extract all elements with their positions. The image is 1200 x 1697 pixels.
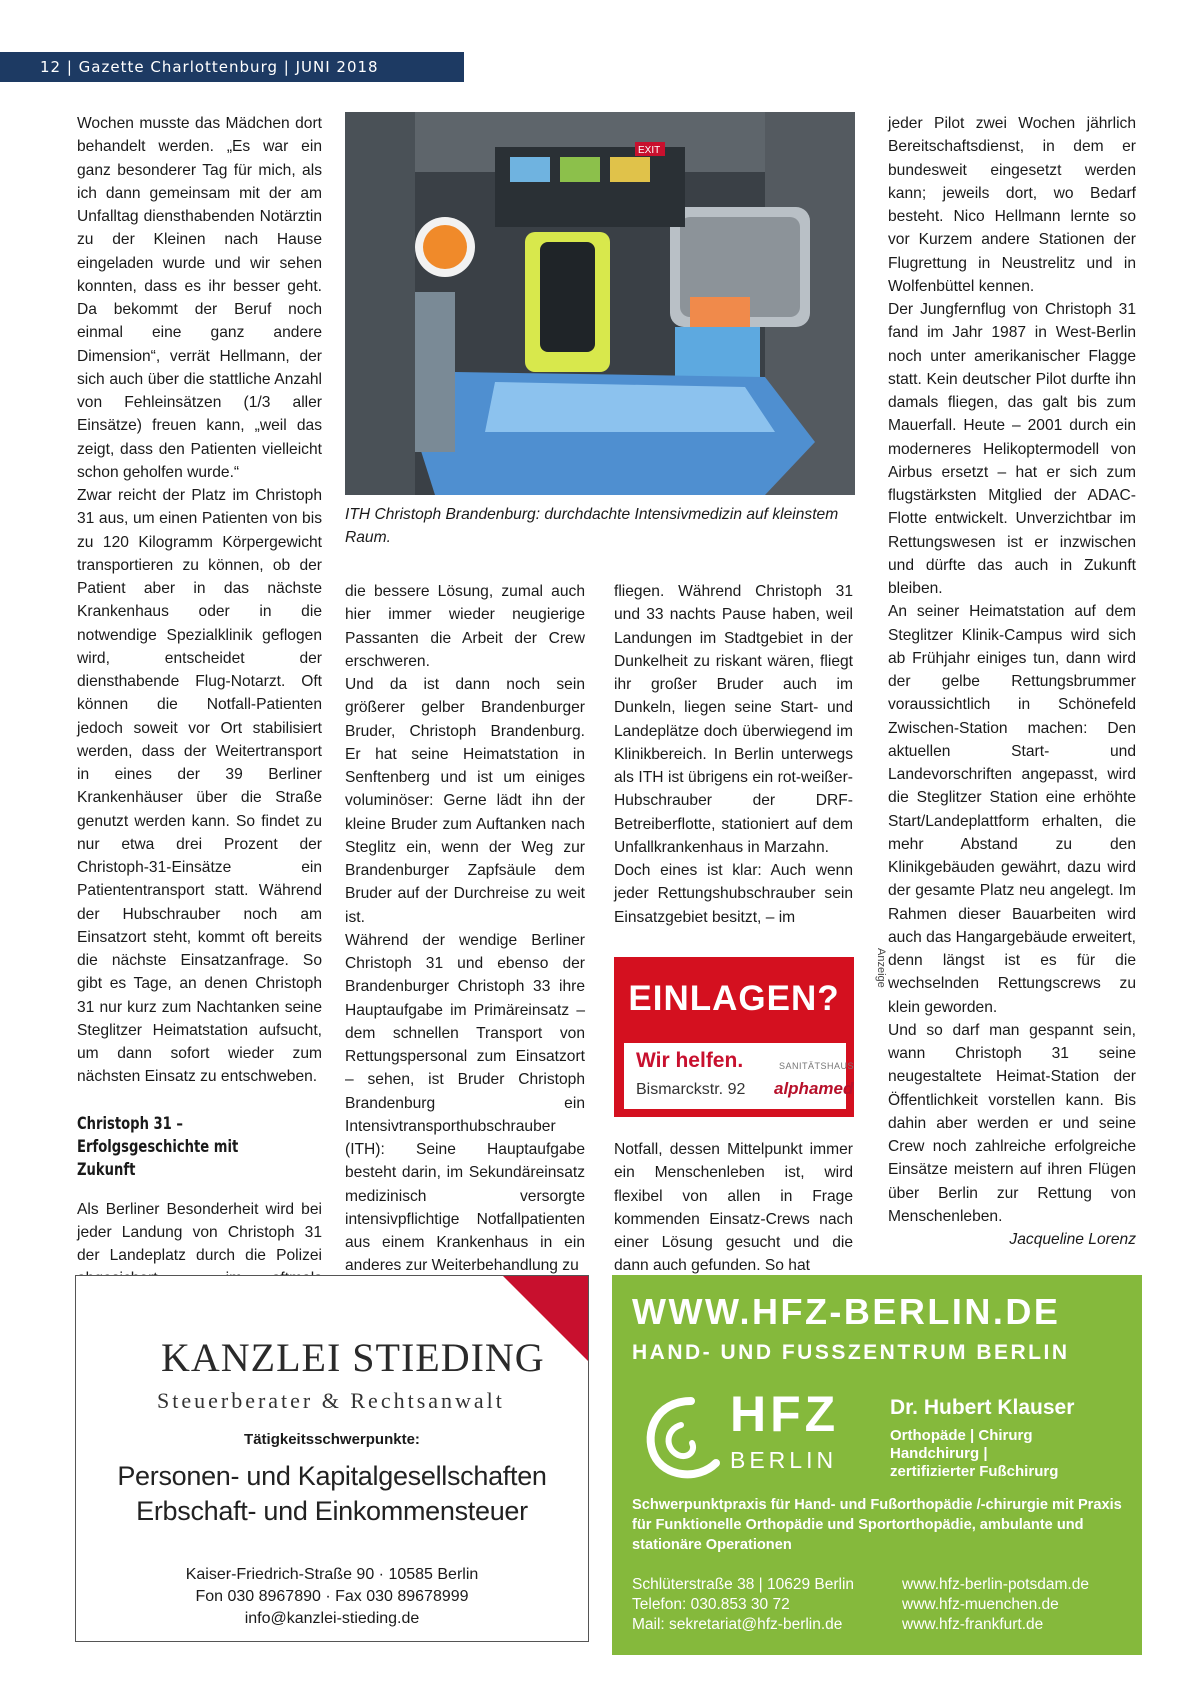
hfz-logo-text: HFZ xyxy=(730,1386,840,1442)
article-column-1 xyxy=(77,112,322,1314)
paragraph: fliegen. Während Christoph 31 und 33 nachts Pause haben, weil Landungen im Stadtgebiet in der Dunkelheit zu riskant wären, fliegt ihr großer Bruder auch im Dunkeln, liegen seine Start- und Landeplätze doch überwiegend im Klinikbereich. In Berlin unterwegs als ITH ist übrigens ein rot-weißer-Hubschrauber der DRF-Betreiberflotte, stationiert auf dem Unfallkrankenhaus in Marzahn. xyxy=(614,583,853,856)
article-author: Jacqueline Lorenz xyxy=(1009,1231,1136,1248)
article-column-3 xyxy=(614,580,853,929)
firm-subtitle: Steuerberater & Rechtsanwalt xyxy=(157,1388,505,1413)
hfz-tagline: HAND- UND FUSSZENTRUM BERLIN xyxy=(632,1341,1070,1364)
hfz-website[interactable]: WWW.HFZ-BERLIN.DE xyxy=(632,1291,1061,1332)
paragraph: Doch eines ist klar: Auch wenn jeder Rettungshubschrauber sein Einsatzgebiet besitzt, – im xyxy=(614,862,853,926)
firm-email[interactable]: info@kanzlei-stieding.de xyxy=(244,1610,420,1627)
paragraph: Wochen musste das Mädchen dort behandelt werden. „Es war ein ganz besonderer Tag für mich, als ich dann gemeinsam mit der am Unfalltag diensthabenden Notärztin zu der Kleinen nach Hause eingeladen wurde und wir sehen konnten, dass es ihr besser geht. Da bekommt der Beruf noch einmal eine ganz andere Dimension“, verrät Hellmann, der sich auch über die stattliche Anzahl von Fehleinsätzen (1/3 aller Einsätze) freuen kann, „weil das zeigt, dass den Patienten vielleicht schon geholfen wurde.“ xyxy=(77,115,322,481)
doctor-specialties xyxy=(890,1427,1058,1481)
firm-contact xyxy=(76,1564,588,1630)
praxis-description: Schwerpunktpraxis für Hand- und Fußorthopädie /-chirurgie mit Praxis für Funktionelle Orthopädie und Sportorthopädie, ambulante und stationäre Operationen xyxy=(632,1497,1122,1553)
ad-marker: Anzeige xyxy=(875,948,887,988)
ad-slogan: Wir helfen. xyxy=(636,1049,744,1072)
paragraph: Und so darf man gespannt sein, wann Christoph 31 seine neugestaltete Heimat-Station der Öffentlichkeit vorstellen kann. Bis dahin aber werden er und seine Crew noch zahlreiche erfolgreiche Einsätze meistern auf ihren Flügen über Berlin zur Rettung von Menschenleben. xyxy=(888,1021,1136,1225)
einlagen-advertisement[interactable] xyxy=(614,957,854,1117)
focus-area-2: Erbschaft- und Einkommensteuer xyxy=(136,1496,528,1526)
article-column-3-continued xyxy=(614,1138,853,1278)
hfz-contact xyxy=(632,1575,854,1635)
ad-headline: EINLAGEN? xyxy=(628,979,840,1018)
hfz-logo-city: BERLIN xyxy=(730,1447,838,1473)
ad-shop-type: SANITÄTSHAUS xyxy=(779,1061,855,1071)
page-header: 12 | Gazette Charlottenburg | JUNI 2018 xyxy=(0,52,464,82)
kanzlei-advertisement[interactable] xyxy=(75,1275,589,1642)
firm-address: Kaiser-Friedrich-Straße 90 · 10585 Berlin xyxy=(185,1566,479,1583)
paragraph: Als Berliner Besonderheit wird bei jeder Landung von Christoph 31 der Landeplatz durch die Polizei xyxy=(77,1200,322,1264)
firm-name: KANZLEI STIEDING xyxy=(161,1335,545,1380)
paragraph: An seiner Heimatstation auf dem Steglitzer Klinik-Campus wird sich ab Frühjahr einiges tun, dann wird der gelbe Rettungsbrummer voraussichtlich in Schönefeld Zwischen-Station machen: Den aktuellen Start- und Landevorschriften angepasst, wird die Steglitzer Station eine erhöhte Start/Landeplattform erhalten, die mehr Abstand zu den Klinikgebäuden gewährt, dazu wird der gesamte Platz neu angelegt. Im Rahmen dieser Bauarbeiten wird auch das Hangargebäude erweitert, denn längst ist es für die wechselnden Rettungscrews zu klein geworden. xyxy=(888,603,1136,1016)
article-column-2 xyxy=(345,580,585,1278)
paragraph: Zwar reicht der Platz im Christoph 31 aus, um einen Patienten von bis zu 120 Kilogramm Körpergewicht transportieren zu können, ob der Patient aber in das nächste Krankenhaus oder in die notwendige Spezialklinik geflogen wird, entscheidet der diensthabende Flug-Notarzt. Oft können die Notfall-Patienten jedoch soweit vor Ort stabilisiert werden, dass der Weitertransport in eines der 39 Berliner Krankenhäuser über die Straße genutzt werden kann. So findet zu nur etwa drei Prozent der Christoph-31-Einsätze ein Patiententransport statt. Während der Hubschrauber noch am Einsatzort steht, kommt oft bereits die nächste Einsatzanfrage. So gibt es Tage, an denen Christoph 31 nur kurz zum Nachtanken seine Steglitzer Heimatstation aufsucht, um dann sofort wieder zum nächsten Einsatz zu entschweben. xyxy=(77,487,322,1086)
paragraph: Notfall, dessen Mittelpunkt immer ein Menschenleben ist, wird flexibel von allen in Frage kommenden Einsatz-Crews nach einer Lösung gesucht und die dann auch gefunden. So hat xyxy=(614,1141,853,1275)
hfz-advertisement[interactable] xyxy=(612,1275,1142,1655)
article-column-4 xyxy=(888,112,1136,1251)
focus-area-1: Personen- und Kapitalgesellschaften xyxy=(117,1461,547,1491)
hfz-address: Schlüterstraße 38 | 10629 Berlin xyxy=(632,1576,855,1593)
paragraph: jeder Pilot zwei Wochen jährlich Bereitschaftsdienst, in dem er bundesweit eingesetzt werden kann; jeweils dort, wo Bedarf besteht. Nico Hellmann lernte so vor Kurzem andere Stationen der Flugrettung in Neustrelitz und in Wolfenbüttel kennen. xyxy=(888,115,1136,295)
paragraph: Während der wendige Berliner Christoph 31 und ebenso der Brandenburger Christoph 33 ihre Hauptaufgabe im Primäreinsatz – dem schnellen Transport von Rettungspersonal zum Einsatzort – sehen, ist Bruder Christoph Brandenburg ein Intensivtransporthubschrauber (ITH): Seine Hauptaufgabe besteht darin, im Sekundäreinsatz medizinisch versorgte intensivpflichtige Notfallpatienten aus einem Krankenhaus in ein anderes zur Weiterbehandlung zu xyxy=(345,931,585,1275)
photo-illustration xyxy=(345,112,855,495)
specialty: zertifizierter Fußchirurg xyxy=(890,1463,1059,1480)
hfz-site-link[interactable]: www.hfz-frankfurt.de xyxy=(902,1616,1044,1633)
ad-brand-logo: alphamed xyxy=(774,1079,854,1098)
focus-label: Tätigkeitsschwerpunkte: xyxy=(244,1431,420,1448)
photo-caption: ITH Christoph Brandenburg: durchdachte Intensivmedizin auf kleinstem Raum. xyxy=(345,506,839,546)
specialty: Orthopäde | Chirurg xyxy=(890,1427,1033,1444)
exit-sign: EXIT xyxy=(638,145,661,156)
hfz-mail[interactable]: Mail: sekretariat@hfz-berlin.de xyxy=(632,1616,843,1633)
helicopter-interior-photo xyxy=(345,112,855,495)
paragraph: Der Jungfernflug von Christoph 31 fand im Jahr 1987 in West-Berlin noch unter amerikanischer Flagge statt. Kein deutscher Pilot durfte ihn damals fliegen, das galt bis zum Mauerfall. Heute – 2001 durch ein moderneres Helikoptermodell von Airbus ersetzt – hat er sich zum flugstärksten Mitglied der ADAC-Flotte entwickelt. Unverzichtbar im Rettungswesen ist er inzwischen und dürfte das auch in Zukunft bleiben. xyxy=(888,301,1136,597)
hfz-site-link[interactable]: www.hfz-muenchen.de xyxy=(902,1596,1059,1613)
ad-address: Bismarckstr. 92 xyxy=(636,1081,746,1098)
hfz-logo-icon xyxy=(636,1393,731,1483)
hfz-site-link[interactable]: www.hfz-berlin-potsdam.de xyxy=(902,1576,1089,1593)
ad-info-box xyxy=(624,1043,855,1109)
paragraph: die bessere Lösung, zumal auch hier immer wieder neugierige Passanten die Arbeit der Crew erschweren. xyxy=(345,583,585,670)
article-subheading: Christoph 31 – Erfolgsgeschichte mit Zukunft xyxy=(77,1113,239,1180)
doctor-name: Dr. Hubert Klauser xyxy=(890,1396,1075,1419)
hfz-other-sites xyxy=(902,1575,1089,1635)
paragraph: Und da ist dann noch sein größerer gelber Brandenburger Bruder, Christoph Brandenburg. Er hat seine Heimatstation in Senftenberg und ist um einiges voluminöser: Gerne lädt ihn der kleine Bruder zum Auftanken nach Steglitz ein, wenn der Weg zur Brandenburger Zapfsäule dem Bruder auf der Durchreise zu weit ist. xyxy=(345,676,585,926)
firm-phone: Fon 030 8967890 · Fax 030 89678999 xyxy=(195,1588,469,1605)
hfz-phone: Telefon: 030.853 30 72 xyxy=(632,1596,790,1613)
specialty: Handchirurg | xyxy=(890,1445,988,1462)
